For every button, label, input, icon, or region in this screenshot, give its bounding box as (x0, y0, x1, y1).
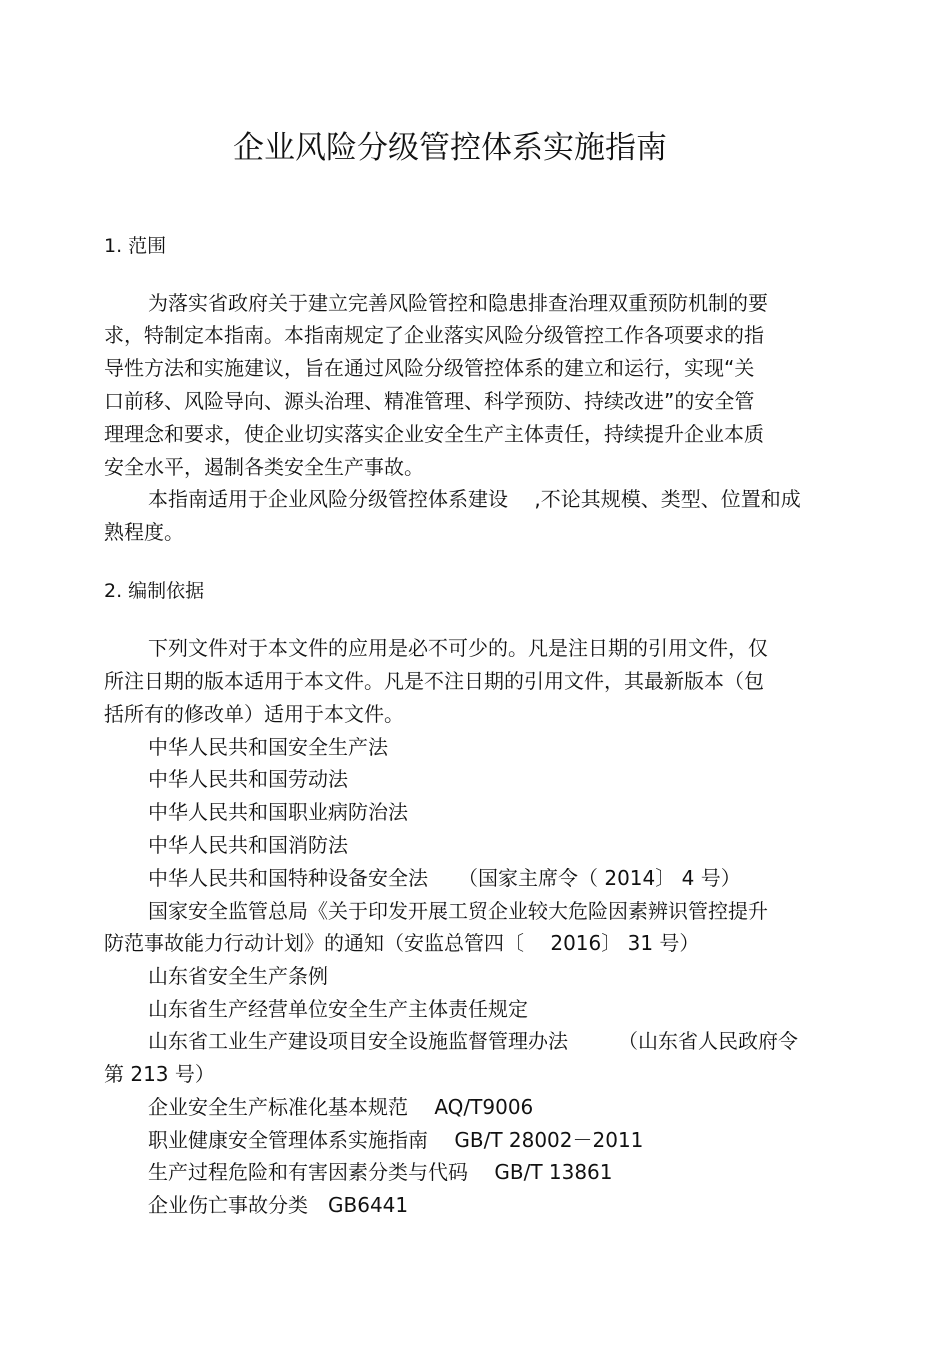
reference-item: 生产过程危险和有害因素分类与代码 GB/T 13861 (148, 1160, 613, 1184)
reference-item: 山东省工业生产建设项目安全设施监督管理办法 （山东省人民政府令 (148, 1029, 798, 1053)
paragraph-line: 所注日期的版本适用于本文件。凡是不注日期的引用文件，其最新版本（包 (104, 669, 764, 693)
reference-item: 中华人民共和国消防法 (148, 833, 348, 857)
reference-item-continued: 防范事故能力行动计划》的通知（安监总管四〔 2016〕 31 号） (104, 931, 700, 955)
reference-item: 中华人民共和国职业病防治法 (148, 800, 408, 824)
section-heading-scope: 1. 范围 (104, 235, 167, 257)
paragraph-line: 括所有的修改单）适用于本文件。 (104, 702, 404, 726)
reference-item: 中华人民共和国安全生产法 (148, 735, 388, 759)
document-title: 企业风险分级管控体系实施指南 (233, 130, 667, 166)
paragraph-line: 导性方法和实施建议，旨在通过风险分级管控体系的建立和运行，实现“关 (104, 356, 755, 380)
reference-item: 企业安全生产标准化基本规范 AQ/T9006 (148, 1095, 534, 1119)
reference-item: 山东省安全生产条例 (148, 964, 328, 988)
reference-item-continued: 第 213 号） (104, 1062, 215, 1086)
paragraph-line: 口前移、风险导向、源头治理、精准管理、科学预防、持续改进”的安全管 (104, 389, 755, 413)
paragraph-line: 下列文件对于本文件的应用是必不可少的。凡是注日期的引用文件，仅 (148, 636, 768, 660)
reference-item: 中华人民共和国劳动法 (148, 767, 348, 791)
section-heading-basis: 2. 编制依据 (104, 580, 205, 602)
paragraph-line: 安全水平，遏制各类安全生产事故。 (104, 455, 424, 479)
paragraph-line: 本指南适用于企业风险分级管控体系建设 ,不论其规模、类型、位置和成 (148, 487, 801, 511)
reference-item: 山东省生产经营单位安全生产主体责任规定 (148, 997, 528, 1021)
paragraph-line: 理理念和要求，使企业切实落实企业安全生产主体责任，持续提升企业本质 (104, 422, 764, 446)
reference-item: 职业健康安全管理体系实施指南 GB/T 28002－2011 (148, 1128, 644, 1152)
paragraph-line: 为落实省政府关于建立完善风险管控和隐患排查治理双重预防机制的要 (148, 291, 768, 315)
reference-item: 国家安全监管总局《关于印发开展工贸企业较大危险因素辨识管控提升 (148, 899, 768, 923)
reference-item: 中华人民共和国特种设备安全法 （国家主席令（ 2014〕 4 号） (148, 866, 741, 890)
paragraph-line: 熟程度。 (104, 520, 184, 544)
paragraph-line: 求，特制定本指南。本指南规定了企业落实风险分级管控工作各项要求的指 (104, 323, 764, 347)
reference-item: 企业伤亡事故分类 GB6441 (148, 1193, 409, 1217)
